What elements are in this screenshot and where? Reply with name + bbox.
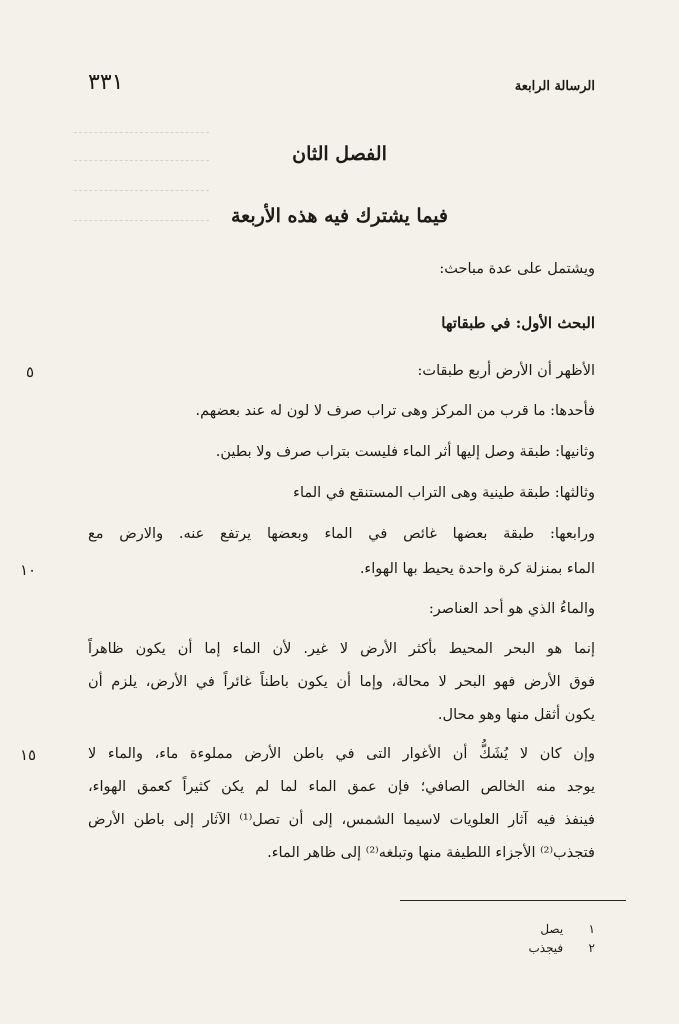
text-line: الماء بمنزلة كرة واحدة يحيط بها الهواء. <box>359 561 595 577</box>
footnote-divider <box>400 900 626 901</box>
text-line: وثانيها: طبقة وصل إليها أثر الماء فليست بتراب صرف ولا بطين. <box>215 444 595 460</box>
chapter-subtitle: فيما يشترك فيه هذه الأربعة <box>230 205 449 227</box>
line-number: ٥ <box>26 363 35 381</box>
text-line: إنما هو البحر المحيط بأكثر الأرض لا غير. لأن الماء إما أن يكون ظاهراً <box>88 641 595 657</box>
running-title: الرسالة الرابعة <box>514 79 595 94</box>
text-line: الأظهر أن الأرض أربع طبقات: <box>417 363 595 379</box>
footnote <box>540 922 595 936</box>
line-number: ١٥ <box>20 746 37 764</box>
text-line: يكون أثقل منها وهو محال. <box>437 707 595 723</box>
text-line: فأحدها: ما قرب من المركز وهى تراب صرف لا لون له عند بعضهم. <box>195 403 595 419</box>
line-number: ١٠ <box>20 561 37 579</box>
text-line: وثالثها: طبقة طينية وهى التراب المستنقع في الماء <box>293 485 595 501</box>
text-line: فينفذ فيه آثار العلويات لاسيما الشمس، إلى أن تصل⁽¹⁾ الآثار إلى باطن الأرض <box>88 812 595 828</box>
chapter-title: الفصل الثان <box>292 143 387 165</box>
intro-line: ويشتمل على عدة مباحث: <box>439 261 595 277</box>
text-line: ورابعها: طبقة بعضها غائص في الماء وبعضها يرتفع عنه. والارض مع <box>88 526 595 542</box>
footnote-text: فيجذب <box>528 941 564 955</box>
section-title: البحث الأول: في طبقاتها <box>441 314 595 332</box>
text-line: فتجذب⁽²⁾ الأجزاء اللطيفة منها وتبلغه⁽²⁾ إلى ظاهر الماء. <box>267 845 595 861</box>
footnote-number: ٢ <box>588 941 595 955</box>
text-line: يوجد منه الخالص الصافي؛ فإن عمق الماء لما لم يكن كثيراً كعمق الهواء، <box>88 779 595 795</box>
footnote-number: ١ <box>588 922 595 936</box>
text-line: والماءُ الذي هو أحد العناصر: <box>428 601 595 617</box>
footnote <box>528 941 595 955</box>
page-number: ٣٣١ <box>88 70 124 95</box>
footnote-text: يصل <box>540 922 564 936</box>
text-line: فوق الأرض فهو البحر لا محالة، وإما أن يكون باطناً غائراً في الأرض، يلزم أن <box>88 674 595 690</box>
text-line: وإن كان لا يُشَكُّ أن الأغوار التى في باطن الأرض مملوءة ماء، والماء لا <box>88 746 595 762</box>
bleed-through-mark <box>74 132 209 134</box>
bleed-through-mark <box>74 190 209 192</box>
